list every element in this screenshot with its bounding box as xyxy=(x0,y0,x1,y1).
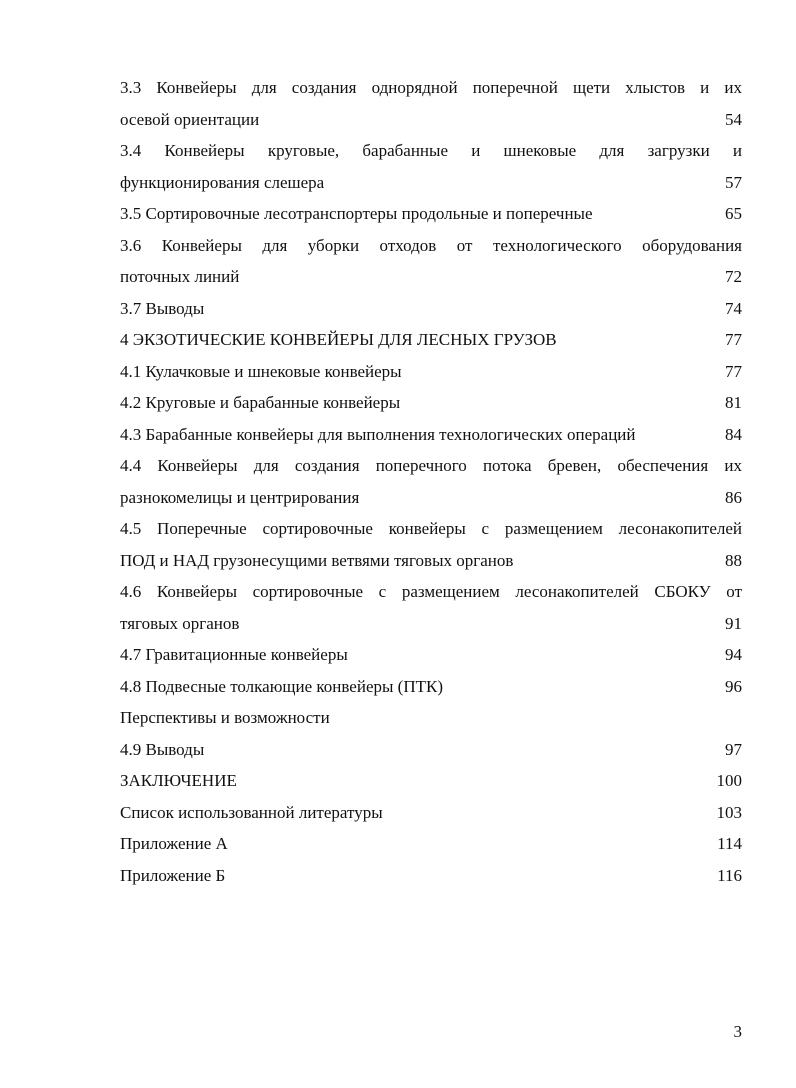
table-of-contents xyxy=(120,72,742,891)
toc-entry-title-line: разнокомелицы и центрирования xyxy=(120,487,360,507)
toc-entry xyxy=(120,576,742,639)
toc-entry-row xyxy=(120,639,742,671)
toc-entry-page: 96 xyxy=(725,676,742,696)
toc-entry xyxy=(120,198,742,230)
toc-entry-row xyxy=(120,324,742,356)
toc-entry-page: 116 xyxy=(717,865,742,885)
toc-entry-row xyxy=(120,198,742,230)
toc-entry-page: 65 xyxy=(725,204,742,223)
toc-entry xyxy=(120,797,742,829)
toc-entry-page: 77 xyxy=(725,330,742,349)
toc-entry-page: 72 xyxy=(725,267,742,286)
toc-entry-title-line: поточных линий xyxy=(120,267,240,286)
toc-entry-row xyxy=(120,104,742,136)
toc-entry xyxy=(120,671,742,703)
toc-entry-title-line: функционирования слешера xyxy=(120,172,325,192)
toc-entry-title-line: 3.3 Конвейеры для создания однорядной поперечной щети хлыстов и их xyxy=(120,78,742,97)
toc-entry xyxy=(120,828,742,860)
toc-entry xyxy=(120,734,742,766)
toc-entry-page: 57 xyxy=(725,172,742,192)
toc-entry-row xyxy=(120,167,742,199)
toc-entry xyxy=(120,387,742,419)
toc-entry-page: 100 xyxy=(716,771,742,790)
toc-entry-title-line: 4 ЭКЗОТИЧЕСКИЕ КОНВЕЙЕРЫ ДЛЯ ЛЕСНЫХ ГРУЗОВ xyxy=(120,330,557,349)
toc-entry-row xyxy=(120,419,742,451)
toc-entry-page: 88 xyxy=(725,550,742,570)
toc-entry-title-line: 4.8 Подвесные толкающие конвейеры (ПТК) xyxy=(120,676,443,696)
toc-entry-title-line: 4.2 Круговые и барабанные конвейеры xyxy=(120,393,401,412)
toc-entry-title-line: 4.3 Барабанные конвейеры для выполнения технологических операций xyxy=(120,424,636,444)
toc-entry-title-line: ЗАКЛЮЧЕНИЕ xyxy=(120,771,237,790)
toc-entry-title-line: Перспективы и возможности xyxy=(120,708,330,727)
page-number: 3 xyxy=(733,1022,742,1041)
toc-entry xyxy=(120,765,742,797)
toc-entry-title-line: осевой ориентации xyxy=(120,109,260,129)
toc-entry-page: 94 xyxy=(725,645,742,664)
toc-entry-title-line: 3.5 Сортировочные лесотранспортеры продольные и поперечные xyxy=(120,204,593,223)
toc-entry xyxy=(120,72,742,135)
toc-entry-title-line: 4.1 Кулачковые и шнековые конвейеры xyxy=(120,361,402,381)
toc-entry-page: 103 xyxy=(716,802,742,822)
toc-entry xyxy=(120,324,742,356)
toc-entry-row xyxy=(120,828,742,860)
toc-entry-page: 77 xyxy=(725,361,742,381)
toc-entry xyxy=(120,230,742,293)
toc-entry-title-line: 4.9 Выводы xyxy=(120,739,205,759)
toc-entry-title-line: 3.7 Выводы xyxy=(120,298,205,318)
toc-entry-title-line: 4.5 Поперечные сортировочные конвейеры с размещением лесонакопителей xyxy=(120,519,742,538)
toc-entry-page: 74 xyxy=(725,298,742,318)
toc-entry-row xyxy=(120,765,742,797)
toc-entry-title-line: Приложение А xyxy=(120,834,228,853)
toc-entry-title-line: Приложение Б xyxy=(120,865,226,885)
toc-entry xyxy=(120,293,742,325)
toc-entry-row xyxy=(120,482,742,514)
toc-entry xyxy=(120,135,742,198)
toc-entry-page: 91 xyxy=(725,613,742,633)
toc-entry xyxy=(120,356,742,388)
toc-entry xyxy=(120,419,742,451)
toc-entry-page: 54 xyxy=(725,109,742,129)
toc-entry-row xyxy=(120,797,742,829)
toc-entry-title-line: 4.4 Конвейеры для создания поперечного потока бревен, обеспечения их xyxy=(120,456,742,475)
toc-entry-row xyxy=(120,356,742,388)
toc-entry-row xyxy=(120,261,742,293)
toc-entry-page: 81 xyxy=(725,393,742,412)
toc-entry-title-line: ПОД и НАД грузонесущими ветвями тяговых органов xyxy=(120,550,514,570)
toc-entry-title-line: Список использованной литературы xyxy=(120,802,383,822)
toc-entry-row xyxy=(120,671,742,703)
toc-entry xyxy=(120,860,742,892)
toc-entry-page: 84 xyxy=(725,424,742,444)
toc-entry-row xyxy=(120,545,742,577)
toc-entry-row xyxy=(120,608,742,640)
toc-entry-title-line: 4.7 Гравитационные конвейеры xyxy=(120,645,348,664)
toc-entry-row xyxy=(120,734,742,766)
toc-entry-title-line: 4.6 Конвейеры сортировочные с размещением лесонакопителей СБОКУ от xyxy=(120,582,742,601)
toc-entry-page: 97 xyxy=(725,739,742,759)
toc-entry-title-line: тяговых органов xyxy=(120,613,240,633)
toc-entry xyxy=(120,702,742,734)
toc-entry xyxy=(120,639,742,671)
toc-entry xyxy=(120,450,742,513)
toc-entry-row xyxy=(120,387,742,419)
toc-entry-title-line: 3.4 Конвейеры круговые, барабанные и шнековые для загрузки и xyxy=(120,141,742,160)
toc-entry-row xyxy=(120,702,742,734)
toc-entry xyxy=(120,513,742,576)
toc-entry-row xyxy=(120,293,742,325)
toc-entry-page: 86 xyxy=(725,487,742,507)
toc-entry-title-line: 3.6 Конвейеры для уборки отходов от технологического оборудования xyxy=(120,235,742,255)
toc-entry-row xyxy=(120,860,742,892)
toc-entry-page: 114 xyxy=(717,834,742,853)
